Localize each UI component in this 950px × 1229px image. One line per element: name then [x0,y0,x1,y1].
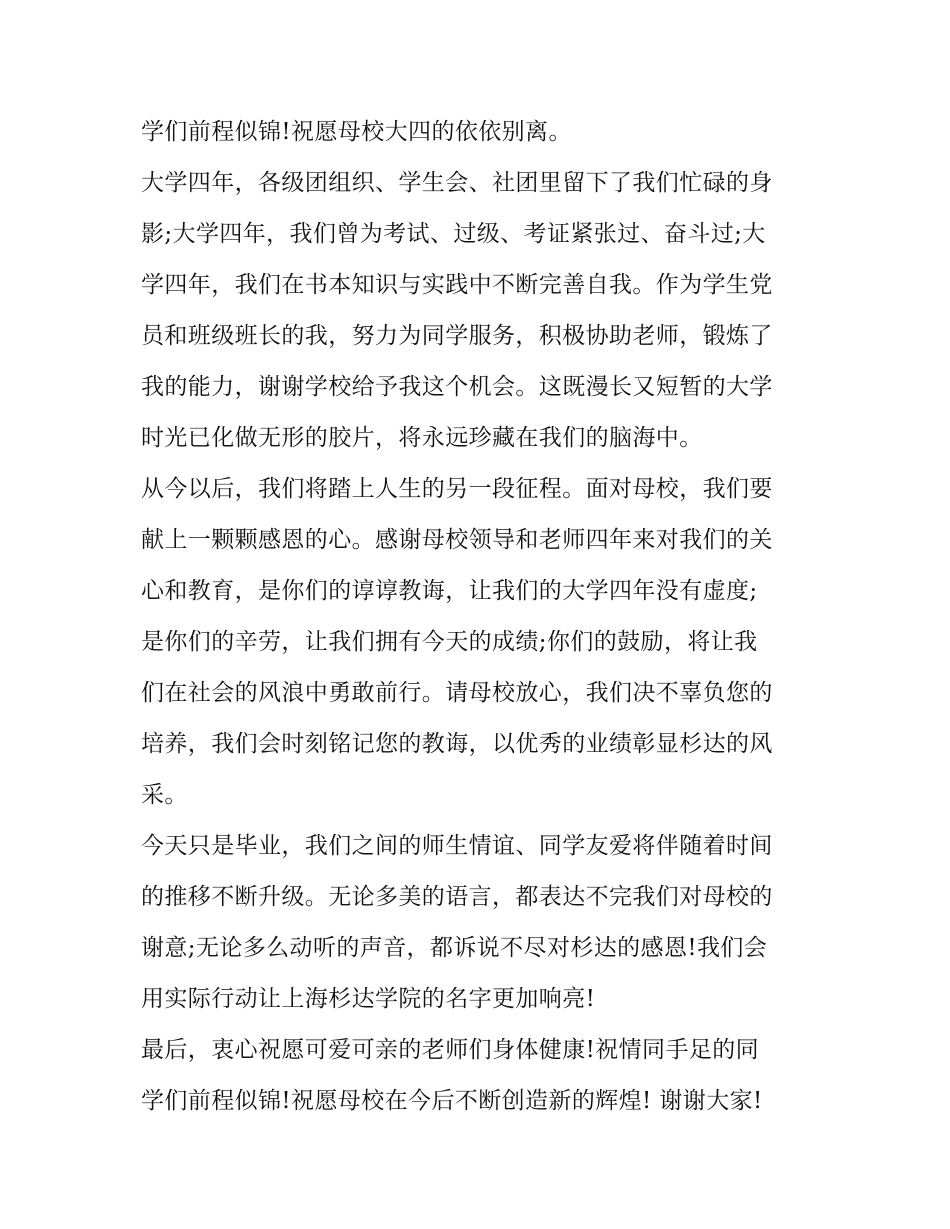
text-line: 培养，我们会时刻铭记您的教诲，以优秀的业绩彰显杉达的风 [141,731,773,757]
text-line: 时光已化做无形的胶片，将永远珍藏在我们的脑海中。 [141,425,703,451]
text-line: 学们前程似锦!祝愿母校大四的依依别离。 [141,119,572,145]
text-line: 献上一颗颗感恩的心。感谢母校领导和老师四年来对我们的关 [141,527,773,553]
text-line: 谢意;无论多么动听的声音，都诉说不尽对杉达的感恩!我们会 [141,935,768,961]
text-line: 最后，衷心祝愿可爱可亲的老师们身体健康!祝情同手足的同 [141,1037,760,1063]
text-line: 学四年，我们在书本知识与实践中不断完善自我。作为学生党 [141,272,773,298]
text-line: 学们前程似锦!祝愿母校在今后不断创造新的辉煌! 谢谢大家! [141,1088,763,1114]
text-line: 我的能力，谢谢学校给予我这个机会。这既漫长又短暂的大学 [141,374,773,400]
text-line: 心和教育，是你们的谆谆教诲，让我们的大学四年没有虚度; [141,578,758,604]
text-line: 大学四年，各级团组织、学生会、社团里留下了我们忙碌的身 [141,170,773,196]
text-line: 是你们的辛劳，让我们拥有今天的成绩;你们的鼓励，将让我 [141,629,758,655]
text-line: 用实际行动让上海杉达学院的名字更加响亮! [141,986,596,1012]
text-line: 影;大学四年，我们曾为考试、过级、考证紧张过、奋斗过;大 [141,221,766,247]
text-line: 从今以后，我们将踏上人生的另一段征程。面对母校，我们要 [141,476,773,502]
document-body [141,107,816,1127]
text-line: 今天只是毕业，我们之间的师生情谊、同学友爱将伴随着时间 [141,833,773,859]
text-line: 采。 [141,782,188,808]
text-line: 员和班级班长的我，努力为同学服务，积极协助老师，锻炼了 [141,323,773,349]
text-line: 的推移不断升级。无论多美的语言，都表达不完我们对母校的 [141,884,773,910]
text-line: 们在社会的风浪中勇敢前行。请母校放心，我们决不辜负您的 [141,680,773,706]
